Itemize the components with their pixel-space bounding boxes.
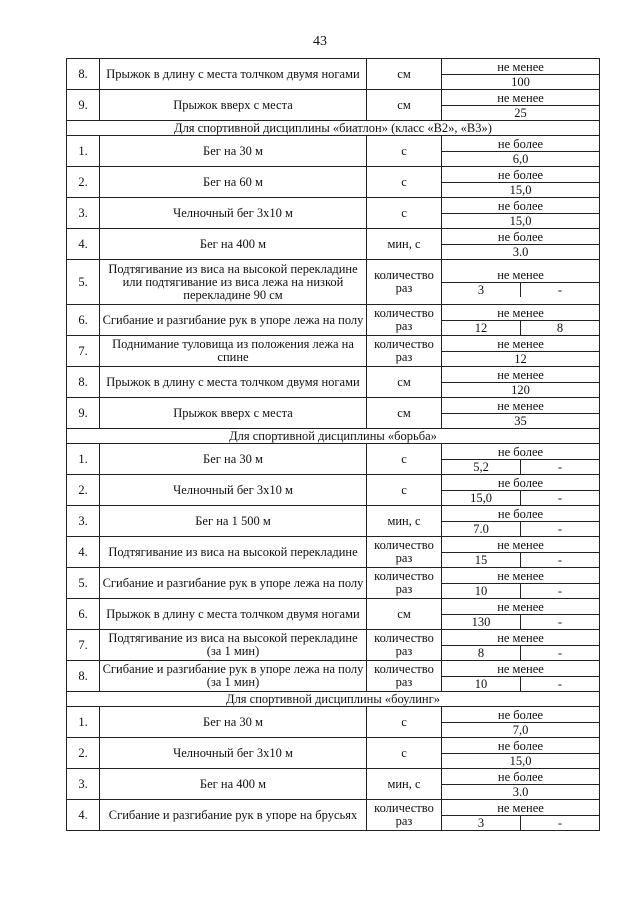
table-row [67,630,600,661]
standard-values [442,816,599,830]
table-row [67,305,600,336]
standard-value: 12 [514,351,527,366]
unit-of-measure: см [367,59,442,90]
standard-value: 6,0 [512,151,529,166]
standard-value: 120 [511,382,530,397]
standard-value: 25 [514,105,527,120]
standard-cell [442,198,600,229]
table-row [67,599,600,630]
standard-value: - [520,553,599,567]
standard-value: 12 [474,320,488,335]
row-number: 6. [67,305,100,336]
row-number: 5. [67,568,100,599]
standard-cell [442,568,600,599]
standard-box [442,662,599,691]
standard-value: 130 [471,614,491,629]
standard-box [442,368,599,397]
standard-value: - [520,615,599,629]
standard-values [442,214,599,228]
table-row [67,444,600,475]
unit-of-measure: количество раз [367,537,442,568]
standard-values [442,584,599,598]
standard-condition: не менее [442,399,599,414]
table-row [67,506,600,537]
exercise-name: Бег на 30 м [100,444,367,475]
row-number: 5. [67,260,100,305]
standard-value: 10 [474,583,488,598]
standard-values [442,646,599,660]
table-row [67,336,600,367]
unit-of-measure: количество раз [367,336,442,367]
row-number: 1. [67,444,100,475]
standard-condition: не менее [442,368,599,383]
row-number: 7. [67,630,100,661]
exercise-name: Бег на 400 м [100,769,367,800]
table-row [67,707,600,738]
standard-box [442,168,599,197]
standard-condition: не более [442,168,599,183]
row-number: 4. [67,229,100,260]
exercise-name: Подтягивание из виса на высокой перекладине или подтягивание из виса лежа на низкой перекладине 90 см [100,260,367,305]
row-number: 2. [67,167,100,198]
exercise-name: Сгибание и разгибание рук в упоре лежа на полу (за 1 мин) [100,661,367,692]
table-row [67,738,600,769]
exercise-name: Подтягивание из виса на высокой перекладине (за 1 мин) [100,630,367,661]
standard-condition: не более [442,199,599,214]
exercise-name: Бег на 60 м [100,167,367,198]
standard-box [442,230,599,259]
standard-condition: не более [442,739,599,754]
standard-box [442,268,599,297]
standard-box [442,137,599,166]
standard-condition: не менее [442,631,599,646]
exercise-name: Бег на 400 м [100,229,367,260]
standard-condition: не более [442,445,599,460]
standard-cell [442,167,600,198]
standard-condition: не менее [442,91,599,106]
exercise-name: Челночный бег 3х10 м [100,738,367,769]
standard-value: - [520,283,599,297]
unit-of-measure: мин, с [367,229,442,260]
standard-values [442,245,599,259]
standard-cell [442,336,600,367]
unit-of-measure: с [367,198,442,229]
standard-value: 15,0 [470,490,492,505]
standard-cell [442,707,600,738]
standard-cell [442,59,600,90]
standard-value: - [520,522,599,536]
exercise-name: Прыжок в длину с места толчком двумя ногами [100,367,367,398]
unit-of-measure: количество раз [367,661,442,692]
standard-values [442,754,599,768]
standard-cell [442,260,600,305]
standard-condition: не более [442,770,599,785]
exercise-name: Прыжок вверх с места [100,90,367,121]
standard-values [442,414,599,428]
unit-of-measure: с [367,444,442,475]
row-number: 2. [67,738,100,769]
unit-of-measure: с [367,167,442,198]
standard-cell [442,738,600,769]
section-title: Для спортивной дисциплины «биатлон» (класс «В2», «В3») [67,121,600,136]
standard-cell [442,444,600,475]
standard-condition: не более [442,230,599,245]
standard-box [442,708,599,737]
standard-condition: не менее [442,60,599,75]
unit-of-measure: см [367,90,442,121]
unit-of-measure: количество раз [367,305,442,336]
standard-values [442,283,599,297]
standard-value: 100 [511,74,530,89]
standards-table-body [67,59,600,831]
standard-box [442,306,599,335]
row-number: 3. [67,506,100,537]
exercise-name: Бег на 30 м [100,707,367,738]
exercise-name: Челночный бег 3х10 м [100,475,367,506]
standard-value: - [520,677,599,691]
row-number: 1. [67,136,100,167]
standard-value: 15 [474,552,488,567]
row-number: 2. [67,475,100,506]
exercise-name: Сгибание и разгибание рук в упоре на брусьях [100,800,367,831]
standard-values [442,321,599,335]
exercise-name: Сгибание и разгибание рук в упоре лежа на полу [100,568,367,599]
unit-of-measure: мин, с [367,769,442,800]
standard-values [442,383,599,397]
standard-condition: не менее [442,600,599,615]
exercise-name: Сгибание и разгибание рук в упоре лежа на полу [100,305,367,336]
table-row [67,136,600,167]
standard-value: - [520,816,599,830]
table-row [67,800,600,831]
section-header-row [67,429,600,444]
section-title: Для спортивной дисциплины «боулинг» [67,692,600,707]
unit-of-measure: количество раз [367,568,442,599]
standard-values [442,183,599,197]
standard-cell [442,506,600,537]
standard-value: 8 [477,645,485,660]
row-number: 8. [67,367,100,398]
standard-value: - [520,646,599,660]
standard-cell [442,475,600,506]
table-row [67,661,600,692]
standard-value: 7,0 [512,722,529,737]
table-row [67,59,600,90]
standard-value: - [520,584,599,598]
table-row [67,568,600,599]
standard-condition: не менее [442,268,599,283]
exercise-name: Бег на 30 м [100,136,367,167]
table-row [67,229,600,260]
standard-box [442,801,599,830]
standard-cell [442,800,600,831]
table-row [67,167,600,198]
standard-box [442,445,599,474]
standard-values [442,106,599,120]
unit-of-measure: см [367,398,442,429]
standard-condition: не менее [442,306,599,321]
exercise-name: Челночный бег 3х10 м [100,198,367,229]
standard-values [442,785,599,799]
standard-value: 15,0 [509,213,532,228]
standard-values [442,522,599,536]
exercise-name: Прыжок вверх с места [100,398,367,429]
standard-cell [442,305,600,336]
unit-of-measure: с [367,707,442,738]
standard-values [442,553,599,567]
row-number: 4. [67,800,100,831]
standard-cell [442,90,600,121]
standard-value: 3.0 [512,244,529,259]
table-row [67,769,600,800]
standard-values [442,75,599,89]
standard-cell [442,229,600,260]
standard-value: 8 [520,321,599,335]
standard-cell [442,630,600,661]
standard-value: 10 [474,676,488,691]
standard-box [442,476,599,505]
unit-of-measure: см [367,367,442,398]
exercise-name: Прыжок в длину с места толчком двумя ногами [100,599,367,630]
table-row [67,537,600,568]
standard-box [442,60,599,89]
exercise-name: Подтягивание из виса на высокой перекладине [100,537,367,568]
row-number: 6. [67,599,100,630]
row-number: 8. [67,661,100,692]
standard-cell [442,769,600,800]
standard-box [442,337,599,366]
exercise-name: Прыжок в длину с места толчком двумя ногами [100,59,367,90]
standard-box [442,569,599,598]
standard-value: 15,0 [509,182,532,197]
row-number: 9. [67,90,100,121]
row-number: 9. [67,398,100,429]
table-row [67,398,600,429]
row-number: 7. [67,336,100,367]
standard-values [442,152,599,166]
table-row [67,90,600,121]
unit-of-measure: количество раз [367,630,442,661]
standard-box [442,538,599,567]
table-row [67,367,600,398]
section-header-row [67,121,600,136]
standard-value: 3 [477,815,485,830]
standard-box [442,91,599,120]
row-number: 3. [67,769,100,800]
standard-values [442,491,599,505]
standard-box [442,399,599,428]
standard-condition: не более [442,507,599,522]
standard-condition: не менее [442,538,599,553]
standard-cell [442,136,600,167]
table-row [67,198,600,229]
standard-value: - [520,491,599,505]
unit-of-measure: с [367,136,442,167]
unit-of-measure: с [367,475,442,506]
standard-value: 3 [477,282,485,297]
standard-condition: не более [442,476,599,491]
standard-cell [442,537,600,568]
row-number: 8. [67,59,100,90]
unit-of-measure: количество раз [367,260,442,305]
page-number: 43 [313,34,327,49]
unit-of-measure: см [367,599,442,630]
table-row [67,475,600,506]
row-number: 3. [67,198,100,229]
standard-values [442,352,599,366]
standard-value: 35 [514,413,527,428]
standard-box [442,600,599,629]
standard-box [442,507,599,536]
standard-values [442,615,599,629]
standard-values [442,460,599,474]
standard-values [442,723,599,737]
standard-cell [442,398,600,429]
standard-value: 7.0 [473,521,489,536]
standard-condition: не более [442,708,599,723]
standard-value: 15,0 [509,753,532,768]
standard-cell [442,599,600,630]
standard-box [442,739,599,768]
standard-value: - [520,460,599,474]
standard-condition: не менее [442,662,599,677]
exercise-name: Бег на 1 500 м [100,506,367,537]
standard-condition: не менее [442,801,599,816]
standard-value: 3.0 [512,784,529,799]
section-header-row [67,692,600,707]
section-title: Для спортивной дисциплины «борьба» [67,429,600,444]
standard-cell [442,367,600,398]
standard-box [442,199,599,228]
standard-box [442,770,599,799]
standard-condition: не более [442,137,599,152]
table-row [67,260,600,305]
standard-values [442,677,599,691]
standard-box [442,631,599,660]
standards-table [66,58,600,831]
unit-of-measure: с [367,738,442,769]
exercise-name: Поднимание туловища из положения лежа на спине [100,336,367,367]
unit-of-measure: количество раз [367,800,442,831]
row-number: 4. [67,537,100,568]
standard-condition: не менее [442,337,599,352]
standard-value: 5,2 [473,459,489,474]
standard-condition: не менее [442,569,599,584]
unit-of-measure: мин, с [367,506,442,537]
standard-cell [442,661,600,692]
row-number: 1. [67,707,100,738]
